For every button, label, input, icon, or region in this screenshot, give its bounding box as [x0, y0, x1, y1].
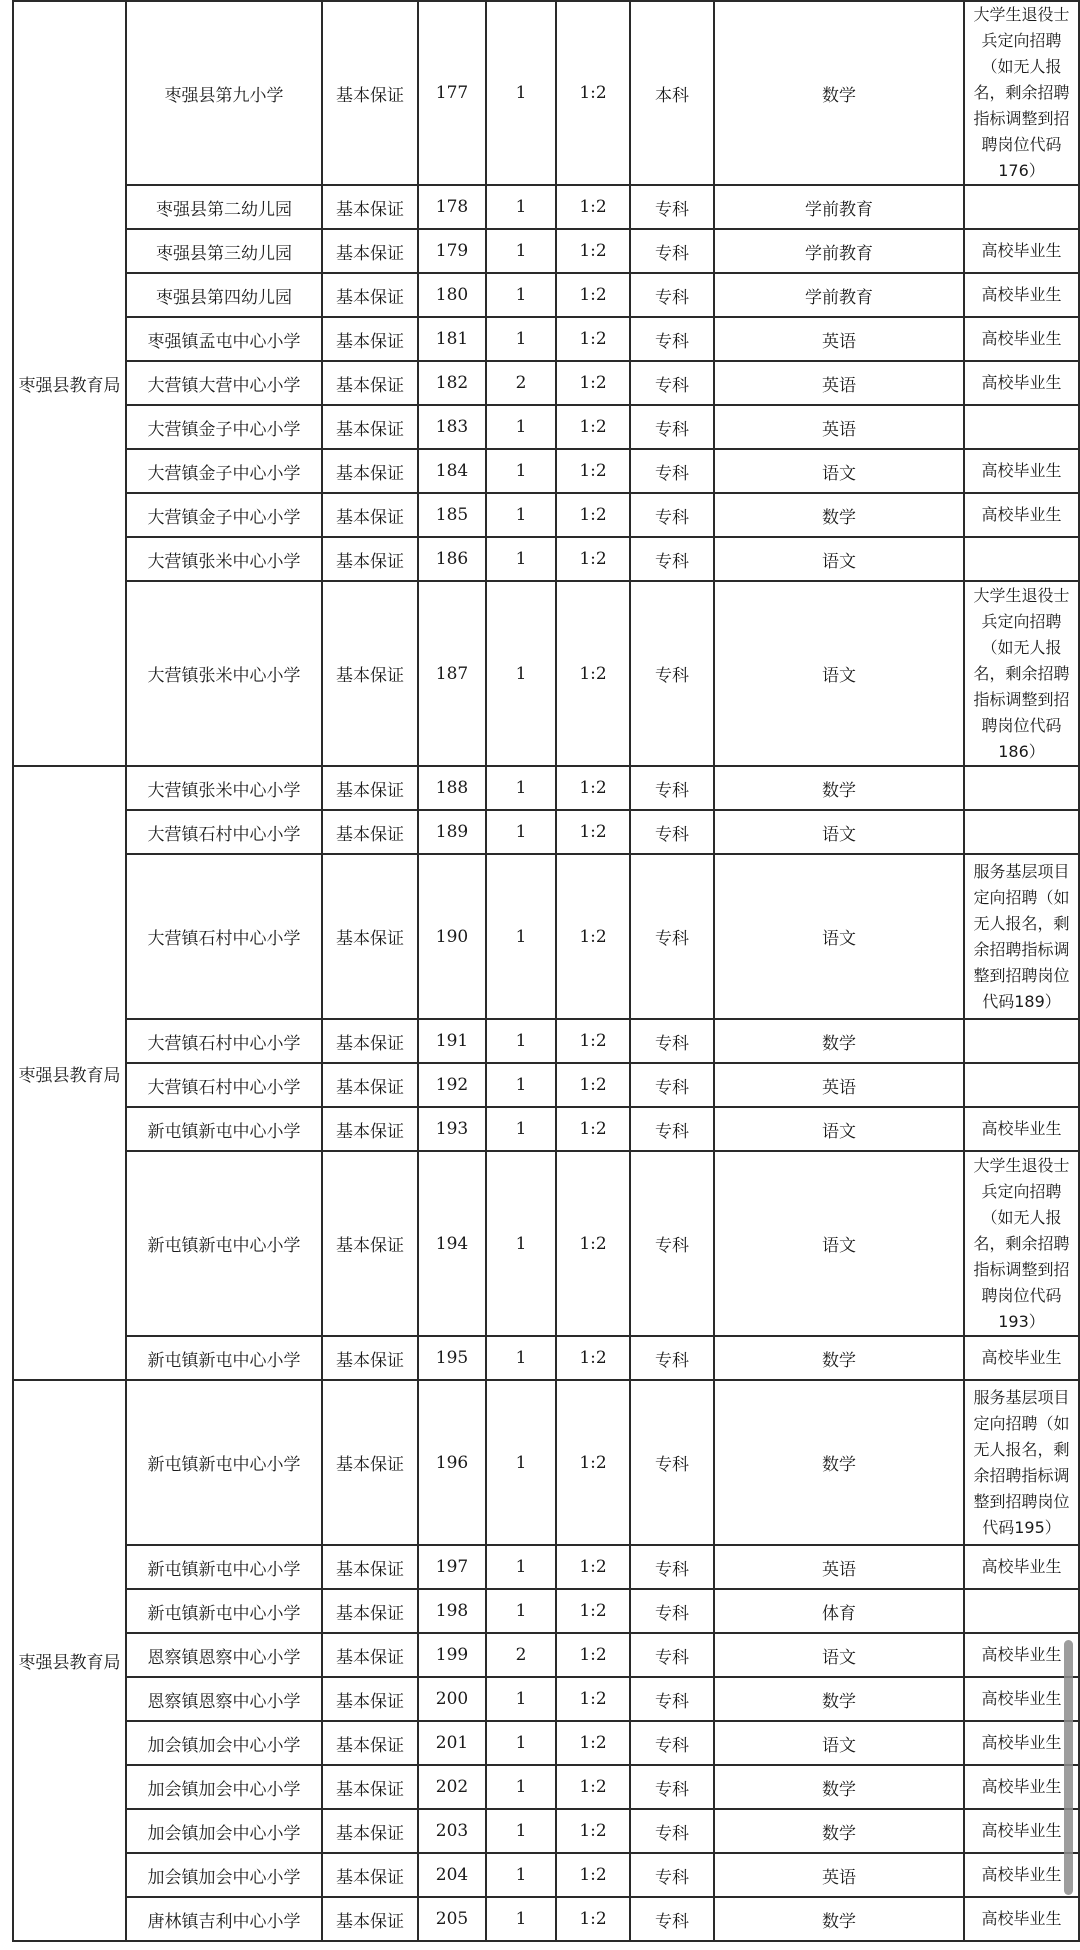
- ratio-cell: 1:2: [556, 361, 630, 405]
- count-cell: 1: [486, 1151, 556, 1336]
- code-cell: 179: [418, 229, 486, 273]
- code-cell: 186: [418, 537, 486, 581]
- note-cell: [964, 1019, 1079, 1063]
- count-cell: 1: [486, 1677, 556, 1721]
- nature-cell: 基本保证: [322, 317, 418, 361]
- nature-cell: 基本保证: [322, 1721, 418, 1765]
- ratio-cell: 1:2: [556, 1151, 630, 1336]
- nature-cell: 基本保证: [322, 1063, 418, 1107]
- count-cell: 1: [486, 493, 556, 537]
- table-row: [13, 537, 1079, 581]
- subject-cell: 数学: [714, 1380, 964, 1545]
- ratio-cell: 1:2: [556, 1589, 630, 1633]
- edu-cell: 专科: [630, 1380, 714, 1545]
- nature-cell: 基本保证: [322, 1897, 418, 1941]
- school-cell: 恩察镇恩察中心小学: [126, 1677, 322, 1721]
- nature-cell: 基本保证: [322, 361, 418, 405]
- table-row: [13, 317, 1079, 361]
- edu-cell: 专科: [630, 185, 714, 229]
- count-cell: 1: [486, 810, 556, 854]
- school-cell: 大营镇张米中心小学: [126, 766, 322, 810]
- subject-cell: 英语: [714, 317, 964, 361]
- edu-cell: 专科: [630, 1897, 714, 1941]
- ratio-cell: 1:2: [556, 1897, 630, 1941]
- count-cell: 1: [486, 1765, 556, 1809]
- school-cell: 枣强县第三幼儿园: [126, 229, 322, 273]
- table-row: [13, 1380, 1079, 1545]
- code-cell: 199: [418, 1633, 486, 1677]
- table-row: [13, 185, 1079, 229]
- table-row: [13, 1809, 1079, 1853]
- recruitment-table: [12, 0, 1080, 1942]
- code-cell: 187: [418, 581, 486, 766]
- school-cell: 大营镇金子中心小学: [126, 405, 322, 449]
- nature-cell: 基本保证: [322, 854, 418, 1019]
- note-cell: 大学生退役士兵定向招聘（如无人报名，剩余招聘指标调整到招聘岗位代码193）: [964, 1151, 1079, 1336]
- ratio-cell: 1:2: [556, 449, 630, 493]
- note-cell: 高校毕业生: [964, 1107, 1079, 1151]
- table-row: [13, 1063, 1079, 1107]
- subject-cell: 语文: [714, 1721, 964, 1765]
- count-cell: 1: [486, 1336, 556, 1380]
- table-row: [13, 1633, 1079, 1677]
- ratio-cell: 1:2: [556, 1, 630, 185]
- code-cell: 185: [418, 493, 486, 537]
- nature-cell: 基本保证: [322, 229, 418, 273]
- nature-cell: 基本保证: [322, 810, 418, 854]
- note-cell: 高校毕业生: [964, 1897, 1079, 1941]
- edu-cell: 专科: [630, 810, 714, 854]
- subject-cell: 数学: [714, 1677, 964, 1721]
- ratio-cell: 1:2: [556, 185, 630, 229]
- note-cell: 高校毕业生: [964, 317, 1079, 361]
- edu-cell: 专科: [630, 1765, 714, 1809]
- count-cell: 1: [486, 1545, 556, 1589]
- count-cell: 1: [486, 1897, 556, 1941]
- school-cell: 唐林镇吉利中心小学: [126, 1897, 322, 1941]
- nature-cell: 基本保证: [322, 1107, 418, 1151]
- code-cell: 197: [418, 1545, 486, 1589]
- count-cell: 1: [486, 1809, 556, 1853]
- edu-cell: 专科: [630, 361, 714, 405]
- nature-cell: 基本保证: [322, 1809, 418, 1853]
- code-cell: 181: [418, 317, 486, 361]
- note-cell: [964, 766, 1079, 810]
- ratio-cell: 1:2: [556, 1721, 630, 1765]
- edu-cell: 本科: [630, 1, 714, 185]
- school-cell: 新屯镇新屯中心小学: [126, 1151, 322, 1336]
- count-cell: 1: [486, 1, 556, 185]
- code-cell: 196: [418, 1380, 486, 1545]
- school-cell: 大营镇张米中心小学: [126, 537, 322, 581]
- ratio-cell: 1:2: [556, 1380, 630, 1545]
- table-row: [13, 405, 1079, 449]
- school-cell: 加会镇加会中心小学: [126, 1765, 322, 1809]
- subject-cell: 学前教育: [714, 273, 964, 317]
- ratio-cell: 1:2: [556, 1019, 630, 1063]
- note-cell: 高校毕业生: [964, 1545, 1079, 1589]
- ratio-cell: 1:2: [556, 1545, 630, 1589]
- ratio-cell: 1:2: [556, 1809, 630, 1853]
- ratio-cell: 1:2: [556, 766, 630, 810]
- subject-cell: 英语: [714, 1545, 964, 1589]
- edu-cell: 专科: [630, 854, 714, 1019]
- table-row: [13, 493, 1079, 537]
- nature-cell: 基本保证: [322, 1633, 418, 1677]
- school-cell: 枣强县第二幼儿园: [126, 185, 322, 229]
- subject-cell: 语文: [714, 810, 964, 854]
- edu-cell: 专科: [630, 229, 714, 273]
- nature-cell: 基本保证: [322, 405, 418, 449]
- note-cell: 高校毕业生: [964, 229, 1079, 273]
- department-cell: 枣强县教育局: [13, 1380, 126, 1941]
- ratio-cell: 1:2: [556, 229, 630, 273]
- subject-cell: 数学: [714, 1019, 964, 1063]
- school-cell: 恩察镇恩察中心小学: [126, 1633, 322, 1677]
- note-cell: 高校毕业生: [964, 273, 1079, 317]
- count-cell: 2: [486, 361, 556, 405]
- vertical-scrollbar[interactable]: [1064, 1640, 1073, 1895]
- nature-cell: 基本保证: [322, 1545, 418, 1589]
- code-cell: 177: [418, 1, 486, 185]
- note-cell: [964, 1063, 1079, 1107]
- ratio-cell: 1:2: [556, 1336, 630, 1380]
- subject-cell: 英语: [714, 1063, 964, 1107]
- school-cell: 大营镇石村中心小学: [126, 854, 322, 1019]
- edu-cell: 专科: [630, 1677, 714, 1721]
- subject-cell: 数学: [714, 1336, 964, 1380]
- nature-cell: 基本保证: [322, 1677, 418, 1721]
- count-cell: 2: [486, 1633, 556, 1677]
- table-row: [13, 1545, 1079, 1589]
- table-row: [13, 1853, 1079, 1897]
- subject-cell: 学前教育: [714, 229, 964, 273]
- edu-cell: 专科: [630, 1589, 714, 1633]
- code-cell: 183: [418, 405, 486, 449]
- code-cell: 194: [418, 1151, 486, 1336]
- edu-cell: 专科: [630, 1721, 714, 1765]
- ratio-cell: 1:2: [556, 1677, 630, 1721]
- code-cell: 182: [418, 361, 486, 405]
- count-cell: 1: [486, 273, 556, 317]
- subject-cell: 语文: [714, 854, 964, 1019]
- school-cell: 大营镇石村中心小学: [126, 1063, 322, 1107]
- school-cell: 大营镇金子中心小学: [126, 449, 322, 493]
- ratio-cell: 1:2: [556, 810, 630, 854]
- school-cell: 加会镇加会中心小学: [126, 1721, 322, 1765]
- code-cell: 191: [418, 1019, 486, 1063]
- school-cell: 新屯镇新屯中心小学: [126, 1545, 322, 1589]
- edu-cell: 专科: [630, 537, 714, 581]
- nature-cell: 基本保证: [322, 185, 418, 229]
- nature-cell: 基本保证: [322, 1019, 418, 1063]
- table-row: [13, 766, 1079, 810]
- table-row: [13, 1677, 1079, 1721]
- count-cell: 1: [486, 185, 556, 229]
- nature-cell: 基本保证: [322, 766, 418, 810]
- code-cell: 205: [418, 1897, 486, 1941]
- subject-cell: 数学: [714, 1809, 964, 1853]
- edu-cell: 专科: [630, 581, 714, 766]
- edu-cell: 专科: [630, 1336, 714, 1380]
- note-cell: [964, 185, 1079, 229]
- school-cell: 大营镇石村中心小学: [126, 1019, 322, 1063]
- note-cell: 服务基层项目定向招聘（如无人报名，剩余招聘指标调整到招聘岗位代码195）: [964, 1380, 1079, 1545]
- table-row: [13, 1107, 1079, 1151]
- edu-cell: 专科: [630, 273, 714, 317]
- edu-cell: 专科: [630, 317, 714, 361]
- ratio-cell: 1:2: [556, 1633, 630, 1677]
- edu-cell: 专科: [630, 493, 714, 537]
- count-cell: 1: [486, 449, 556, 493]
- code-cell: 201: [418, 1721, 486, 1765]
- table-row: [13, 1336, 1079, 1380]
- ratio-cell: 1:2: [556, 317, 630, 361]
- table-row: [13, 229, 1079, 273]
- count-cell: 1: [486, 1019, 556, 1063]
- subject-cell: 数学: [714, 1, 964, 185]
- note-cell: 高校毕业生: [964, 1809, 1079, 1853]
- subject-cell: 语文: [714, 1107, 964, 1151]
- count-cell: 1: [486, 317, 556, 361]
- nature-cell: 基本保证: [322, 1336, 418, 1380]
- nature-cell: 基本保证: [322, 493, 418, 537]
- recruitment-table-sheet: [12, 0, 1080, 1942]
- code-cell: 193: [418, 1107, 486, 1151]
- count-cell: 1: [486, 1589, 556, 1633]
- nature-cell: 基本保证: [322, 581, 418, 766]
- note-cell: 高校毕业生: [964, 1336, 1079, 1380]
- edu-cell: 专科: [630, 1151, 714, 1336]
- department-cell: 枣强县教育局: [13, 1, 126, 766]
- note-cell: [964, 810, 1079, 854]
- table-row: [13, 581, 1079, 766]
- note-cell: 高校毕业生: [964, 449, 1079, 493]
- school-cell: 新屯镇新屯中心小学: [126, 1107, 322, 1151]
- count-cell: 1: [486, 766, 556, 810]
- edu-cell: 专科: [630, 405, 714, 449]
- note-cell: 高校毕业生: [964, 361, 1079, 405]
- school-cell: 大营镇大营中心小学: [126, 361, 322, 405]
- table-row: [13, 810, 1079, 854]
- code-cell: 198: [418, 1589, 486, 1633]
- subject-cell: 语文: [714, 1151, 964, 1336]
- subject-cell: 数学: [714, 766, 964, 810]
- code-cell: 204: [418, 1853, 486, 1897]
- ratio-cell: 1:2: [556, 493, 630, 537]
- ratio-cell: 1:2: [556, 537, 630, 581]
- ratio-cell: 1:2: [556, 273, 630, 317]
- edu-cell: 专科: [630, 1853, 714, 1897]
- school-cell: 新屯镇新屯中心小学: [126, 1380, 322, 1545]
- subject-cell: 语文: [714, 537, 964, 581]
- count-cell: 1: [486, 1107, 556, 1151]
- code-cell: 202: [418, 1765, 486, 1809]
- ratio-cell: 1:2: [556, 1107, 630, 1151]
- note-cell: [964, 1589, 1079, 1633]
- count-cell: 1: [486, 229, 556, 273]
- school-cell: 加会镇加会中心小学: [126, 1809, 322, 1853]
- count-cell: 1: [486, 1063, 556, 1107]
- school-cell: 大营镇金子中心小学: [126, 493, 322, 537]
- nature-cell: 基本保证: [322, 1380, 418, 1545]
- school-cell: 枣强县第九小学: [126, 1, 322, 185]
- school-cell: 新屯镇新屯中心小学: [126, 1336, 322, 1380]
- edu-cell: 专科: [630, 1019, 714, 1063]
- code-cell: 184: [418, 449, 486, 493]
- nature-cell: 基本保证: [322, 1853, 418, 1897]
- table-row: [13, 1589, 1079, 1633]
- code-cell: 189: [418, 810, 486, 854]
- nature-cell: 基本保证: [322, 1765, 418, 1809]
- table-row: [13, 854, 1079, 1019]
- note-cell: 高校毕业生: [964, 1677, 1079, 1721]
- school-cell: 新屯镇新屯中心小学: [126, 1589, 322, 1633]
- subject-cell: 英语: [714, 361, 964, 405]
- nature-cell: 基本保证: [322, 1151, 418, 1336]
- note-cell: 高校毕业生: [964, 1765, 1079, 1809]
- code-cell: 178: [418, 185, 486, 229]
- subject-cell: 体育: [714, 1589, 964, 1633]
- department-cell: 枣强县教育局: [13, 766, 126, 1380]
- ratio-cell: 1:2: [556, 405, 630, 449]
- subject-cell: 语文: [714, 581, 964, 766]
- code-cell: 203: [418, 1809, 486, 1853]
- subject-cell: 语文: [714, 449, 964, 493]
- table-row: [13, 361, 1079, 405]
- edu-cell: 专科: [630, 449, 714, 493]
- code-cell: 195: [418, 1336, 486, 1380]
- note-cell: 高校毕业生: [964, 1853, 1079, 1897]
- school-cell: 大营镇张米中心小学: [126, 581, 322, 766]
- nature-cell: 基本保证: [322, 1, 418, 185]
- note-cell: 高校毕业生: [964, 493, 1079, 537]
- subject-cell: 数学: [714, 493, 964, 537]
- note-cell: 大学生退役士兵定向招聘（如无人报名，剩余招聘指标调整到招聘岗位代码176）: [964, 1, 1079, 185]
- edu-cell: 专科: [630, 1063, 714, 1107]
- ratio-cell: 1:2: [556, 854, 630, 1019]
- table-row: [13, 449, 1079, 493]
- code-cell: 180: [418, 273, 486, 317]
- edu-cell: 专科: [630, 766, 714, 810]
- table-row: [13, 1019, 1079, 1063]
- nature-cell: 基本保证: [322, 1589, 418, 1633]
- note-cell: 服务基层项目定向招聘（如无人报名，剩余招聘指标调整到招聘岗位代码189）: [964, 854, 1079, 1019]
- count-cell: 1: [486, 537, 556, 581]
- school-cell: 枣强县第四幼儿园: [126, 273, 322, 317]
- code-cell: 200: [418, 1677, 486, 1721]
- edu-cell: 专科: [630, 1107, 714, 1151]
- count-cell: 1: [486, 1380, 556, 1545]
- table-row: [13, 1, 1079, 185]
- code-cell: 190: [418, 854, 486, 1019]
- school-cell: 加会镇加会中心小学: [126, 1853, 322, 1897]
- ratio-cell: 1:2: [556, 1765, 630, 1809]
- nature-cell: 基本保证: [322, 449, 418, 493]
- subject-cell: 数学: [714, 1765, 964, 1809]
- ratio-cell: 1:2: [556, 581, 630, 766]
- ratio-cell: 1:2: [556, 1853, 630, 1897]
- table-row: [13, 1765, 1079, 1809]
- edu-cell: 专科: [630, 1633, 714, 1677]
- note-cell: 大学生退役士兵定向招聘（如无人报名，剩余招聘指标调整到招聘岗位代码186）: [964, 581, 1079, 766]
- nature-cell: 基本保证: [322, 537, 418, 581]
- subject-cell: 数学: [714, 1897, 964, 1941]
- count-cell: 1: [486, 1853, 556, 1897]
- edu-cell: 专科: [630, 1809, 714, 1853]
- subject-cell: 语文: [714, 1633, 964, 1677]
- subject-cell: 英语: [714, 405, 964, 449]
- school-cell: 枣强镇孟屯中心小学: [126, 317, 322, 361]
- subject-cell: 英语: [714, 1853, 964, 1897]
- note-cell: 高校毕业生: [964, 1721, 1079, 1765]
- nature-cell: 基本保证: [322, 273, 418, 317]
- school-cell: 大营镇石村中心小学: [126, 810, 322, 854]
- table-row: [13, 1151, 1079, 1336]
- note-cell: 高校毕业生: [964, 1633, 1079, 1677]
- code-cell: 192: [418, 1063, 486, 1107]
- count-cell: 1: [486, 854, 556, 1019]
- table-row: [13, 1721, 1079, 1765]
- edu-cell: 专科: [630, 1545, 714, 1589]
- table-row: [13, 1897, 1079, 1941]
- code-cell: 188: [418, 766, 486, 810]
- note-cell: [964, 405, 1079, 449]
- ratio-cell: 1:2: [556, 1063, 630, 1107]
- note-cell: [964, 537, 1079, 581]
- count-cell: 1: [486, 581, 556, 766]
- count-cell: 1: [486, 405, 556, 449]
- count-cell: 1: [486, 1721, 556, 1765]
- table-row: [13, 273, 1079, 317]
- subject-cell: 学前教育: [714, 185, 964, 229]
